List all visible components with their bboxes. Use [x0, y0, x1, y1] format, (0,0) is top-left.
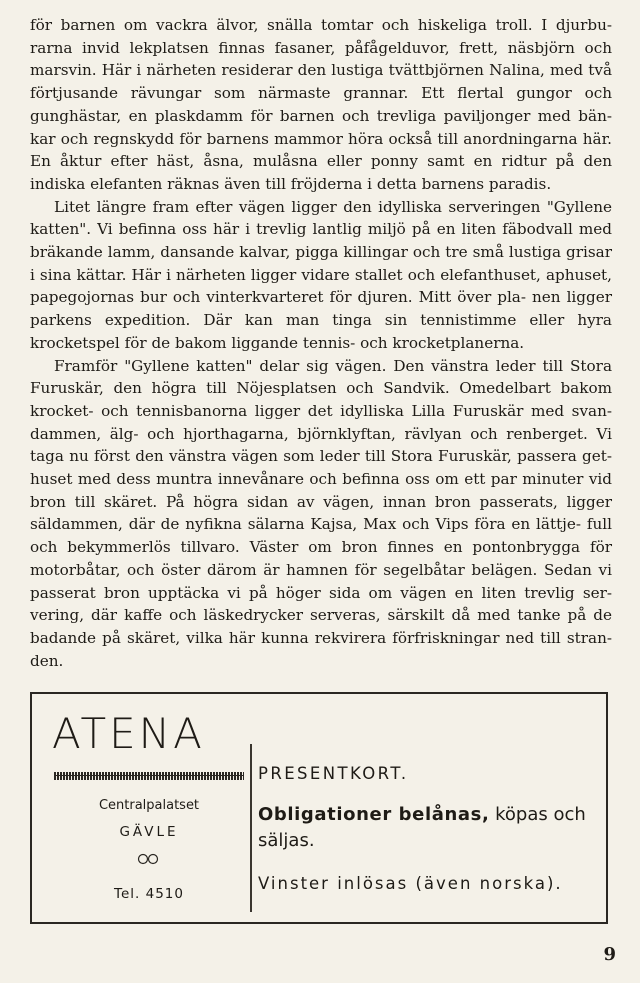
ad-footer: Vinster inlösas (även norska). [258, 874, 563, 893]
ad-divider [250, 744, 252, 912]
page-number: 9 [603, 944, 616, 965]
paragraph-stora-furuskar: Framför "Gyllene katten" delar sig vägen. Den vänstra leder till Stora Furuskär, den högra till Nöjesplatsen och Sandvik. Omedelbart bakom krocket- och tennisbanorna ligger det idylliska Lilla Furuskär med svan- dammen, älg- och hjorthagarna, björnklyftan, rävlyan och renberget. Vi taga nu först den vänstra vägen som leder till Stora Furuskär, passera get- huset med dess muntra innevånare och befinna oss om ett par minuter vid bron till skäret. På högra sidan av vägen, innan bron passerats, ligger säldammen, där de nyfikna sälarna Kajsa, Max och Vips föra en lättje- full och bekymmerlös tillvaro. Väster om bron finnes en pontonbrygga för motorbåtar, och öster därom är hamnen för segelbåtar belägen. Sedan vi passerat bron upptäcka vi på höger sida om vägen en liten trevlig ser- vering, där kaffe och läskedrycker serveras, särskilt då med tanke på de badande på skäret, vilka här kunna rekvirera förfriskningar ned till stran- den. [30, 356, 612, 670]
ad-city: GÄVLE [119, 824, 179, 840]
ad-phone: Tel. 4510 [114, 886, 184, 902]
paragraph-gyllene-katten: Litet längre fram efter vägen ligger den idylliska serveringen "Gyllene katten". Vi befinna oss här i trevlig lantlig miljö på en liten fäbodvall med bräkande lamm, dansande kalvar, pigga killingar och tre små lustiga grisar i sina kättar. Här i närheten ligger vidare stallet och elefanthuset, aphuset, papegojornas bur och vinterkvarteret för djuren. Mitt över pla- nen ligger parkens expedition. Där kan man tinga sin tennistimme eller hyra krocketspel för de bakom liggande tennis- och krocketplanerna. [30, 197, 612, 352]
body-text [30, 14, 612, 672]
ad-heading: PRESENTKORT. [258, 764, 409, 783]
ad-address: Centralpalatset [98, 798, 200, 813]
ad-offer [258, 802, 598, 854]
paragraph-children-area: för barnen om vackra älvor, snälla tomtar och hiskeliga troll. I djurbu- rarna invid lekplatsen finnas fasaner, påfågelduvor, frett, näsbjörn och marsvin. Här i närheten residerar den lustiga tvättbjörnen Nalina, med två förtjusande rävungar som närmaste grannar. Ett flertal gungor och gunghästar, en plaskdamm för barnen och trevliga paviljonger med bän- kar och regnskydd för barnens mammor höra också till anordningarna här. En åktur efter häst, åsna, mulåsna eller ponny samt en ridtur på den indiska elefanten räknas även till fröjderna i detta barnens paradis. [30, 16, 612, 193]
ad-brand-logo: ATENA [52, 709, 205, 758]
brand-underline-rule [54, 772, 244, 780]
ad-right-panel [258, 694, 604, 922]
rings-ornament-icon [135, 853, 161, 865]
ad-left-panel [32, 694, 248, 922]
ad-offer-bold: Obligationer belånas, [258, 804, 490, 825]
ad-offer-rest: köpas och säljas. [258, 804, 586, 851]
atena-advertisement [30, 692, 608, 924]
